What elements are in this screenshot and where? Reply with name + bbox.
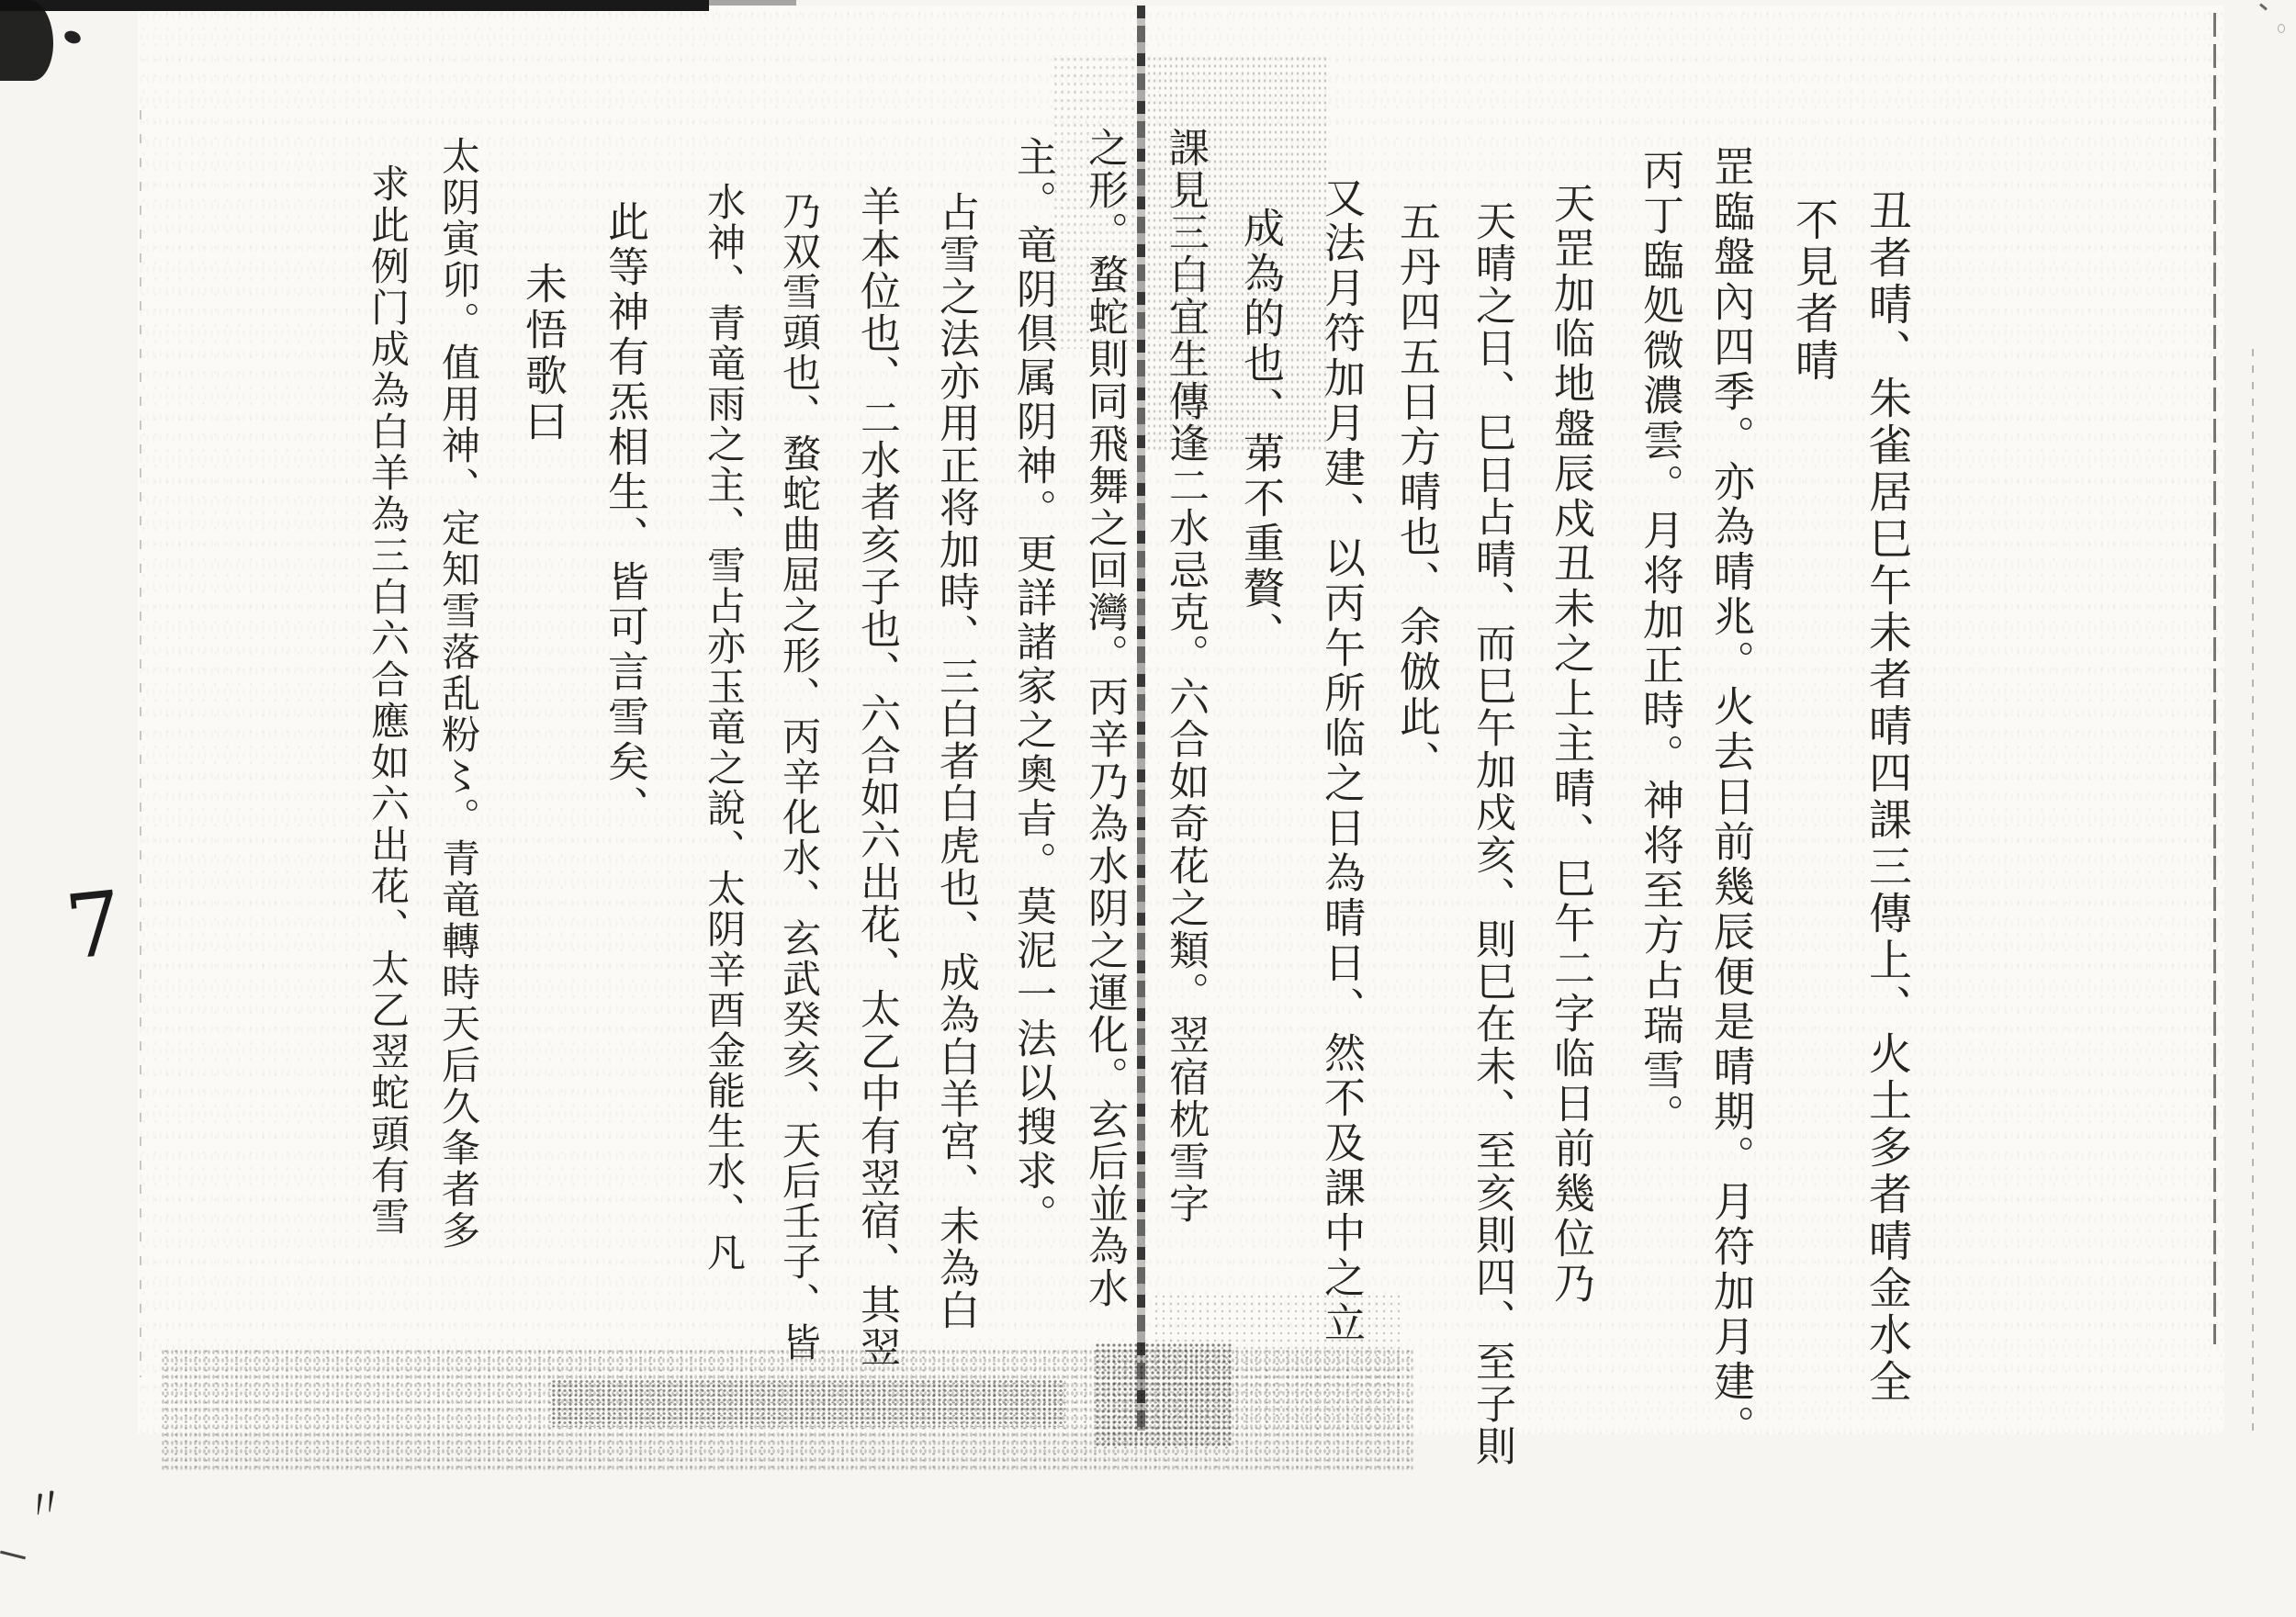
left-page-column-8: 未悟歌曰	[519, 262, 568, 445]
right-page-column-8: 又法月符加月建、以丙午所临之日為晴日、然不及課中之立	[1317, 176, 1366, 1346]
center-fold-line	[1137, 6, 1145, 1431]
right-page-column-7: 五丹四五日方晴也、余倣此、	[1392, 200, 1441, 785]
right-page-column-2: 不見者晴	[1788, 197, 1839, 385]
handwritten-page-number: 7	[61, 871, 128, 980]
right-page-column-9: 成為的也、苐不重贅、	[1236, 207, 1285, 657]
left-page-column-1: 之形。蝥蛇則同飛舞之回灣。丙辛乃為水阴之運化。玄后並為水	[1081, 127, 1128, 1309]
scan-edge-top-strip	[0, 0, 709, 11]
right-page-column-10: 課見三白宜生傳逢二水忌克。六合如奇花之類。翌宿枕雪字	[1162, 127, 1209, 1225]
right-page-column-4: 丙丁臨処微濃雲。月将加正時。神将至方占瑞雪。	[1636, 149, 1684, 1139]
scan-edge-top-strip-faint	[709, 0, 796, 6]
corner-tick-marks: 〃	[18, 1475, 73, 1533]
corner-dash-mark	[0, 1551, 26, 1560]
page-edge-left	[140, 110, 141, 1377]
right-page-column-6: 天晴之日、巳日占晴、而巳午加戍亥、則巳在未、至亥則四、至子則	[1469, 200, 1515, 1467]
scan-speck-top-right-1	[2259, 3, 2268, 10]
scan-speck-top-right-2	[2278, 24, 2285, 33]
left-page-column-3: 占雪之法亦用正将加時、三白者白虎也、成為白羊宮、未為白	[932, 191, 979, 1331]
page-edge-right	[2213, 13, 2216, 1344]
scan-smudge-top-left	[0, 0, 53, 81]
scan-speck-top-left	[62, 28, 82, 45]
right-page-column-5: 天罡加临地盤辰戍丑未之上主晴、巳午二字临日前幾位乃	[1547, 182, 1595, 1307]
right-page-column-1: 丑者晴、朱雀居巳午未者晴四課三傳上、火土多者晴金水全	[1862, 188, 1912, 1406]
page-edge-right-outer	[2252, 349, 2254, 1432]
torn-bottom-edge-dark	[551, 1379, 1065, 1427]
right-page-column-3: 罡臨盤內四季。亦為晴兆。火去日前幾辰便是晴期。月符加月建。	[1706, 145, 1755, 1450]
left-page-column-10: 求此例门成為白羊為三白六合應如六出花、太乙翌蛇頭有雪	[366, 163, 411, 1238]
left-page-column-6: 水神、青竜雨之主、雪占亦玉竜之說、太阴辛酉金能生水、凡	[702, 182, 747, 1273]
left-page-column-9: 太阴寅卯。值用神、定知雪落乱粉〻。青竜轉時天后久夆者多	[436, 136, 481, 1252]
left-page-column-7: 此等神有炁相生、皆可言雪矣、	[601, 200, 649, 830]
left-page-column-4: 羊本位也、二水者亥子也、六合如六出花、太乙中有翌宿、其翌	[853, 185, 900, 1368]
left-page-column-2: 主。竜阴倶属阴神。更詳諸家之奧㫖。莫泥一法以搜求。	[1009, 136, 1056, 1238]
left-page-column-5: 乃双雪頭也、蝥蛇曲屈之形、丙辛化水、玄武癸亥、天后壬子、皆	[777, 191, 822, 1363]
